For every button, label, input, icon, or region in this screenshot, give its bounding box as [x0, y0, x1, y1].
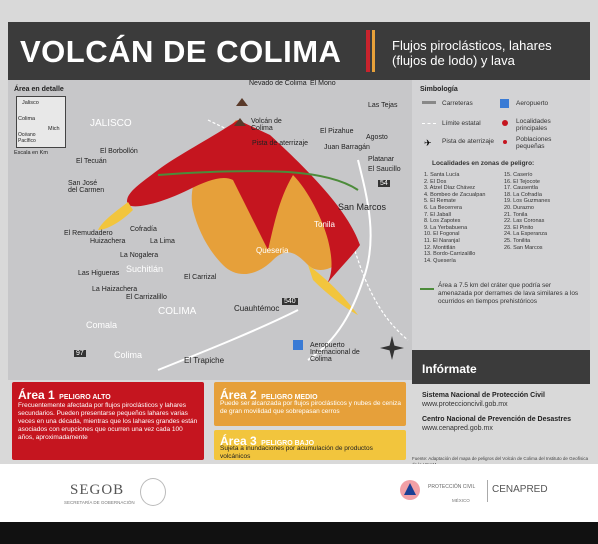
info-panel	[412, 350, 590, 454]
inset-title: Área en detalle	[14, 86, 64, 93]
info-title: Infórmate	[422, 362, 477, 376]
label-jalisco: JALISCO	[90, 118, 132, 129]
area2-box	[214, 382, 406, 426]
locality-item: 21. Tonila	[504, 211, 528, 218]
legend-item: Límite estatal	[442, 120, 481, 127]
segob-sub: SECRETARÍA DE GOBERNACIÓN	[64, 500, 135, 505]
area3-level: PELIGRO BAJO	[261, 440, 315, 447]
area1-box	[12, 382, 204, 460]
legend-item: Carreteras	[442, 100, 473, 107]
town-label: El Saucillo	[368, 166, 401, 173]
bottom-bar	[0, 522, 598, 544]
localities-title: Localidades en zonas de peligro:	[432, 160, 535, 167]
locality-item: 16. El Tejocote	[504, 178, 540, 185]
locality-item: 17. Causentla	[504, 185, 538, 192]
town-label: El Tecuán	[76, 158, 107, 165]
page-subtitle: Flujos piroclásticos, lahares (flujos de lodo) y lava	[392, 38, 552, 68]
road-shield-54: 54	[380, 180, 388, 187]
town-label: El Carrizalillo	[126, 294, 167, 301]
localities-list-left	[424, 172, 485, 264]
org-name: Sistema Nacional de Protección Civil	[422, 392, 545, 399]
zone-note: Área a 7.5 km del cráter que podría ser amenazada por derrames de lava similares a los ocurridos en tiempos prehistóricos	[438, 282, 579, 305]
airport-icon	[293, 340, 303, 350]
main-locality-icon	[502, 120, 508, 126]
town-label: Huizachera	[90, 238, 126, 245]
locality-item: 24. La Esperanza	[504, 231, 548, 238]
small-town-icon	[503, 140, 507, 144]
legend-item: Pista de aterrizaje	[442, 138, 495, 145]
accent-bar-red	[366, 30, 370, 72]
city-label: Comala	[86, 320, 118, 330]
inset-label: Jalisco	[22, 100, 39, 106]
town-label: San José del Carmen	[68, 180, 105, 194]
footer	[0, 464, 598, 522]
locality-item: 6. La Becerrera	[424, 204, 462, 211]
inset-label: Océano Pacífico	[18, 132, 36, 144]
town-label: Cofradía	[130, 226, 157, 233]
compass-icon	[380, 336, 404, 360]
accent-bar-orange	[372, 30, 375, 72]
road-shield-540: 540	[284, 298, 296, 305]
zone-line-icon	[420, 288, 434, 290]
locality-item: 7. El Jaball	[424, 211, 451, 218]
town-label: La Nogalera	[120, 252, 159, 259]
mexico-seal-icon	[140, 478, 166, 506]
town-label: Pista de aterrizaje	[252, 140, 309, 147]
protection-civil-logo-icon	[400, 480, 420, 500]
localities-list-right	[504, 172, 550, 251]
locality-item: 20. Durazno	[504, 204, 534, 211]
locality-item: 14. Quesería	[424, 257, 456, 264]
area3-box	[214, 430, 406, 460]
pc-label: PROTECCIÓN CIVIL	[428, 484, 476, 490]
locality-item: 25. Tonilita	[504, 237, 531, 244]
locality-item: 22. Las Coronas	[504, 218, 545, 225]
locality-item: 11. El Naranjal	[424, 237, 460, 244]
road-shield-97: 97	[76, 350, 84, 357]
city-label: Colima	[114, 350, 143, 360]
airport-icon	[500, 99, 509, 108]
hazard-map	[8, 80, 412, 380]
legend-item: Aeropuerto	[516, 100, 549, 107]
locality-item: 26. San Marcos	[504, 244, 543, 251]
town-label: El Borbollón	[100, 148, 138, 155]
inset-label: Mich	[48, 126, 60, 132]
locality-item: 23. El Pinito	[504, 224, 534, 231]
town-label: Las Higueras	[78, 270, 120, 277]
info-links	[412, 384, 590, 454]
locality-item: 1. Santa Lucía	[424, 172, 460, 178]
area2-title: Área 2	[220, 388, 257, 402]
locality-item: 18. La Cofradía	[504, 191, 542, 198]
locality-item: 2. El Dos	[424, 178, 447, 185]
locality-item: 4. Bombeo de Zacualpan	[424, 191, 486, 198]
town-label: Juan Barragán	[324, 144, 370, 151]
label-volcan-colima: Volcán de Colima	[251, 118, 282, 132]
town-label: El Carrizal	[184, 274, 217, 281]
city-label: Suchitlán	[126, 264, 164, 274]
header	[8, 22, 590, 80]
inset-label: Colima	[18, 116, 36, 122]
org-name: Centro Nacional de Prevención de Desastres	[422, 416, 571, 423]
page-title: VOLCÁN DE COLIMA	[20, 34, 342, 69]
locality-item: 8. Los Zapotes	[424, 218, 461, 225]
locality-item: 13. Bordo-Carrizalillo	[424, 251, 476, 258]
label-nevado: Nevado de Colima	[249, 80, 307, 87]
town-label: El Trapiche	[184, 356, 225, 365]
locality-item: 9. La Yerbabuena	[424, 224, 468, 231]
area2-level: PELIGRO MEDIO	[261, 394, 318, 401]
area3-desc: Sujeta a inundaciones por acumulación de productos volcánicos	[220, 445, 373, 460]
town-label: Las Tejas	[368, 102, 398, 109]
legend	[412, 80, 590, 350]
town-label: San Marcos	[338, 202, 387, 212]
source-note: Fuente: Adaptación del mapa de peligros del Volcán de Colima del Instituto de Geofísica	[412, 456, 589, 461]
locality-item: 10. El Fogonal	[424, 231, 460, 238]
locality-item: 19. Los Guzmanes	[504, 198, 551, 205]
road-icon	[422, 101, 436, 104]
locality-item: 5. El Remate	[424, 198, 456, 205]
state-limit-icon	[422, 123, 436, 124]
town-label: Cuauhtémoc	[234, 304, 280, 313]
town-label: La Lima	[150, 238, 175, 245]
divider	[487, 480, 488, 502]
town-label: El Remudadero	[64, 230, 113, 237]
area1-level: PELIGRO ALTO	[59, 394, 111, 401]
area1-title: Área 1	[18, 388, 55, 402]
town-label: Queseria	[256, 246, 289, 255]
town-label: La Haizachera	[92, 286, 138, 293]
legend-item: Poblaciones pequeñas	[516, 136, 552, 150]
area1-desc: Frecuentemente afectada por flujos piroclásticos y lahares secundarios. Pueden presentarse pequeños lahares varias veces en una década, mientras que los lahares grandes están asociados con erupciones que ocurren una vez cada 100 años, aproximadamente	[18, 402, 198, 441]
mexico-label: MÉXICO	[452, 498, 470, 503]
area2-desc: Puede ser alcanzada por flujos piroclásticos y nubes de ceniza de gran movilidad que sobrepasan cerros	[220, 400, 402, 415]
locality-item: 15. Caserío	[504, 172, 533, 178]
legend-title: Simbología	[420, 86, 458, 93]
town-label: El Pizahue	[320, 128, 354, 135]
org-link[interactable]: www.proteccioncivil.gob.mx	[422, 401, 508, 408]
label-colima-state: COLIMA	[158, 306, 197, 317]
legend-item: Localidades principales	[516, 118, 551, 132]
scale-label: Escala en Km	[14, 150, 48, 156]
locality-item: 3. Atzel Díaz Chávez	[424, 185, 476, 192]
inset-map	[14, 86, 68, 166]
town-label: Tonila	[314, 220, 335, 229]
locality-item: 12. Montitlán	[424, 244, 456, 251]
nevado-volcano-icon	[236, 98, 248, 106]
cenapred-logo: CENAPRED	[492, 484, 548, 495]
town-label: Platanar	[368, 156, 395, 163]
airstrip-icon: ✈	[424, 138, 432, 148]
segob-logo: SEGOB	[70, 482, 125, 498]
town-label: El Mono	[310, 80, 336, 87]
town-label: Agosto	[366, 134, 388, 141]
town-label: Aeropuerto Internacional de Colima	[310, 342, 360, 363]
org-link[interactable]: www.cenapred.gob.mx	[422, 425, 493, 432]
area3-title: Área 3	[220, 434, 257, 448]
